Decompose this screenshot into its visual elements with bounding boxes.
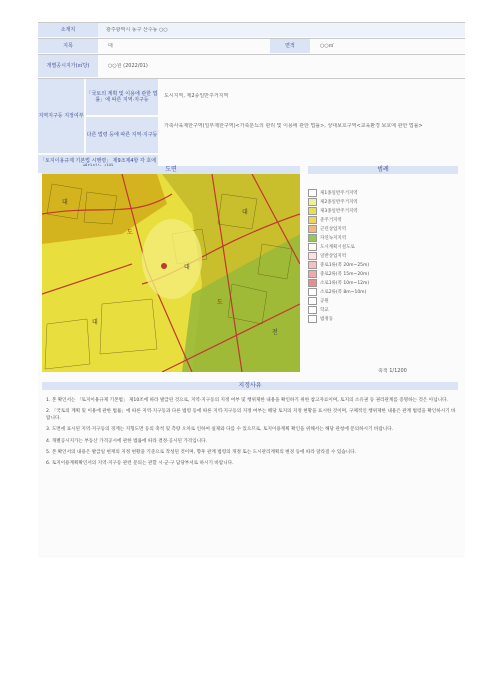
legend-swatch xyxy=(308,315,317,323)
zoning-map-graphic xyxy=(42,174,300,372)
area-value: ○○㎡ xyxy=(320,43,334,49)
legend-label: 소로1류(폭 10m~12m) xyxy=(320,280,370,286)
legend-label: 소로2류(폭 8m~10m) xyxy=(320,289,367,295)
legend-label: 법정동 xyxy=(320,316,334,322)
map-label: 도 xyxy=(127,229,133,236)
legend-item xyxy=(308,251,458,260)
price-label: 개별공시지가(㎡당) xyxy=(38,55,98,77)
legend-item xyxy=(308,278,458,287)
address-value: 광주광역시 동구 산수동 ○○ xyxy=(106,27,168,33)
legend-item xyxy=(308,242,458,251)
zoning-sub2-label: 다른 법령 등에 따른 지역·지구등 xyxy=(86,117,158,153)
address-label: 소재지 xyxy=(38,23,98,37)
legend-swatch xyxy=(308,207,317,215)
map-label: 대 xyxy=(92,319,98,326)
legend-item xyxy=(308,314,458,323)
legend-swatch xyxy=(308,225,317,233)
price-value: ○○원 (2022/01) xyxy=(108,63,148,69)
legend-label: 일반상업지역 xyxy=(320,253,347,259)
legend-item xyxy=(308,287,458,296)
legend-item xyxy=(308,197,458,206)
zoning-map xyxy=(42,174,300,372)
target-parcel-marker xyxy=(161,263,167,269)
explain-title: 지정사유 xyxy=(42,382,458,390)
legend-label: 중로2류(폭 15m~20m) xyxy=(320,271,370,277)
legend-item xyxy=(308,296,458,305)
legend-label: 제1종일반주거지역 xyxy=(320,190,358,196)
land-use-plan-sheet xyxy=(38,22,465,558)
zoning-section xyxy=(38,78,465,173)
legend-swatch xyxy=(308,189,317,197)
legend-swatch xyxy=(308,279,317,287)
legend-swatch xyxy=(308,252,317,260)
legend-item xyxy=(308,269,458,278)
legend-swatch xyxy=(308,234,317,242)
explanation-paragraph: 5. 본 확인서의 내용은 발급일 현재의 지정 현황을 기준으로 작성된 것이며, 향후 관계 법령의 개정 또는 도시관리계획의 변경 등에 따라 달라질 수 있습니다. xyxy=(46,450,357,456)
map-label: 전 xyxy=(272,329,278,336)
legend-label: 제3종일반주거지역 xyxy=(320,208,358,214)
area-row xyxy=(38,38,465,53)
legend-item xyxy=(308,188,458,197)
legend-label: 준주거지역 xyxy=(320,217,342,223)
legend-label: 근린상업지역 xyxy=(320,226,347,232)
legend-swatch xyxy=(308,216,317,224)
explanation-paragraph: 6. 토지이용계획확인서의 지역·지구등 관련 문의는 관할 시·군·구 담당부서로 하시기 바랍니다. xyxy=(46,461,234,467)
legend-swatch xyxy=(308,288,317,296)
map-label: 도 xyxy=(217,299,223,306)
zoning-sub1-value: 도시지역, 제2종일반주거지역 xyxy=(164,93,229,99)
legend-item xyxy=(308,224,458,233)
legend-swatch xyxy=(308,243,317,251)
explanation-paragraph: 1. 본 확인서는 「토지이용규제 기본법」 제10조에 따라 발급된 것으로, 지역·지구등의 지정 여부 및 행위제한 내용을 확인하기 위한 참고자료이며, 토지의 소유권 등 권리관계를 증명하는 것은 아닙니다. xyxy=(46,398,449,403)
zoning-label: 지역지구등 지정여부 xyxy=(38,79,84,153)
price-row xyxy=(38,54,465,77)
legend-item xyxy=(308,233,458,242)
legend-item xyxy=(308,206,458,215)
legend-label: 학교 xyxy=(320,307,329,313)
explanation-paragraph: 4. 개별공시지가는 부동산 가격공시에 관한 법률에 따라 결정·공시된 가격입니다. xyxy=(46,438,207,444)
scale-note: 축척 1/1200 xyxy=(378,368,407,374)
legend-item xyxy=(308,260,458,269)
legend-swatch xyxy=(308,198,317,206)
legend-item xyxy=(308,215,458,224)
map-label: 대 xyxy=(184,264,190,271)
zoning-sub2-value: 가축사육제한구역(일부제한구역)<가축분뇨의 관리 및 이용에 관한 법률>, 상대보호구역<교육환경 보호에 관한 법률> xyxy=(164,123,423,129)
legend xyxy=(308,188,458,323)
zoning-sub3-label: 「토지이용규제 기본법 시행령」 제9조제4항 각 호에 xyxy=(38,155,158,173)
explanation-paragraph: 2. 「국토의 계획 및 이용에 관한 법률」에 따른 지역·지구등과 다른 법령 등에 따른 지역·지구등의 지정 여부는 해당 토지의 지정 현황을 표시한 것이며, 구체적인 행위제한 내용은 관계 법령을 확인하시기 바랍니다. xyxy=(46,409,456,421)
zoning-sub1-label: 「국토의 계획 및 이용에 관한 법률」에 따른 지역·지구등 xyxy=(86,79,158,115)
legend-label: 공원 xyxy=(320,298,329,304)
map-label: 대 xyxy=(242,209,248,216)
map-label: 대 xyxy=(62,199,68,206)
explanation-text xyxy=(46,398,458,473)
land-category-value: 대 xyxy=(108,43,113,49)
legend-label: 중로1류(폭 20m~25m) xyxy=(320,262,370,268)
explanation-paragraph: 3. 도면에 표시된 지역·지구등의 경계는 지형도면 등의 축척 및 측량 오차로 인하여 실제와 다를 수 있으므로, 토지이용계획 확인을 위해서는 해당 관청에 문의하시기 바랍니다. xyxy=(46,427,394,433)
legend-title: 범례 xyxy=(308,166,458,174)
legend-label: 제2종일반주거지역 xyxy=(320,199,358,205)
legend-swatch xyxy=(308,297,317,305)
address-row xyxy=(38,22,465,37)
legend-label: 자연녹지지역 xyxy=(320,235,347,241)
map-title: 도면 xyxy=(42,166,300,174)
legend-swatch xyxy=(308,306,317,314)
land-category-label: 지목 xyxy=(38,39,98,53)
legend-swatch xyxy=(308,270,317,278)
legend-item xyxy=(308,305,458,314)
area-label: 면적 xyxy=(270,39,310,53)
legend-label: 도시계획시설도로 xyxy=(320,244,355,250)
legend-swatch xyxy=(308,261,317,269)
